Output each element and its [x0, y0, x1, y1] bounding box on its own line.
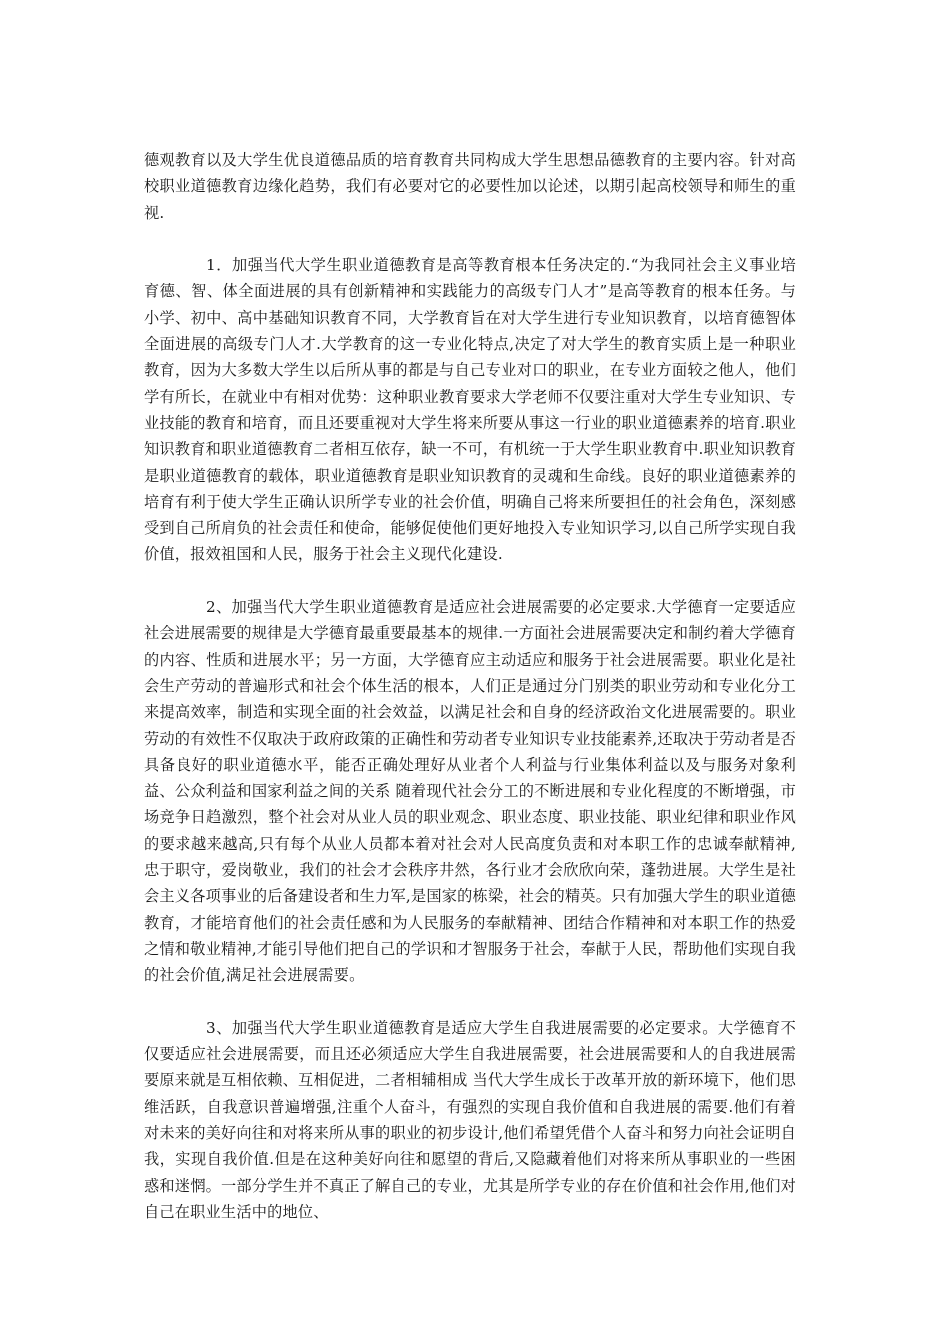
paragraph-gap [144, 226, 796, 252]
paragraph-gap [144, 568, 796, 594]
paragraph-section-2: 2、加强当代大学生职业道德教育是适应社会进展需要的必定要求.大学德育一定要适应社会进展需要的规律是大学德育最重要最基本的规律.一方面社会进展需要决定和制约着大学德育的内容、性质和进展水平；另一方面，大学德育应主动适应和服务于社会进展需要。职业化是社会生产劳动的普遍形式和社会个体生活的根本，人们正是通过分门别类的职业劳动和专业化分工来提高效率，制造和实现全面的社会效益，以满足社会和自身的经济政治文化进展需要的。职业劳动的有效性不仅取决于政府政策的正确性和劳动者专业知识专业技能素养,还取决于劳动者是否具备良好的职业道德水平，能否正确处理好从业者个人利益与行业集体利益以及与服务对象利益、公众利益和国家利益之间的关系 随着现代社会分工的不断进展和专业化程度的不断增强，市场竞争日趋激烈，整个社会对从业人员的职业观念、职业态度、职业技能、职业纪律和职业作风的要求越来越高,只有每个从业人员都本着对社会对人民高度负责和对本职工作的忠诚奉献精神,忠于职守，爱岗敬业，我们的社会才会秩序井然，各行业才会欣欣向荣，蓬勃进展。大学生是社会主义各项事业的后备建设者和生力军,是国家的栋梁，社会的精英。只有加强大学生的职业道德教育，才能培育他们的社会责任感和为人民服务的奉献精神、团结合作精神和对本职工作的热爱之情和敬业精神,才能引导他们把自己的学识和才智服务于社会，奉献于人民，帮助他们实现自我的社会价值,满足社会进展需要。 [144, 598, 796, 985]
paragraph-section-3: 3、加强当代大学生职业道德教育是适应大学生自我进展需要的必定要求。大学德育不仅要适应社会进展需要，而且还必须适应大学生自我进展需要，社会进展需要和人的自我进展需要原来就是互相依赖、互相促进，二者相辅相成 当代大学生成长于改革开放的新环境下，他们思维活跃，自我意识普遍增强,注重个人奋斗，有强烈的实现自我价值和自我进展的需要.他们有着对未来的美好向往和对将来所从事的职业的初步设计,他们希望凭借个人奋斗和努力向社会证明自我，实现自我价值.但是在这种美好向往和愿望的背后,又隐藏着他们对将来所从事职业的一些困惑和迷惘。一部分学生并不真正了解自己的专业，尤其是所学专业的存在价值和社会作用,他们对自己在职业生活中的地位、 [144, 1018, 796, 1221]
paragraph-intro: 德观教育以及大学生优良道德品质的培育教育共同构成大学生思想品德教育的主要内容。针对高校职业道德教育边缘化趋势，我们有必要对它的必要性加以论述，以期引起高校领导和师生的重视. [144, 151, 796, 222]
paragraph-section-1: 1．加强当代大学生职业道德教育是高等教育根本任务决定的.“为我同社会主义事业培育德、智、体全面进展的具有创新精神和实践能力的高级专门人才”是高等教育的根本任务。与小学、初中、高中基础知识教育不同，大学教育旨在对大学生进行专业知识教育，以培育德智体全面进展的高级专门人才.大学教育的这一专业化特点,决定了对大学生的教育实质上是一种职业教育，因为大多数大学生以后所从事的都是与自己专业对口的职业，在专业方面较之他人，他们学有所长，在就业中有相对优势：这种职业教育要求大学老师不仅要注重对大学生专业知识、专业技能的教育和培育，而且还要重视对大学生将来所要从事这一行业的职业道德素养的培育.职业知识教育和职业道德教育二者相互依存，缺一不可，有机统一于大学生职业教育中.职业知识教育是职业道德教育的载体，职业道德教育是职业知识教育的灵魂和生命线。良好的职业道德素养的培育有利于使大学生正确认识所学专业的社会价值，明确自己将来所要担任的社会角色，深刻感受到自己所肩负的社会责任和使命，能够促使他们更好地投入专业知识学习,以自己所学实现自我价值，报效祖国和人民，服务于社会主义现代化建设. [144, 256, 796, 564]
document-page [144, 147, 796, 1225]
paragraph-gap [144, 989, 796, 1015]
